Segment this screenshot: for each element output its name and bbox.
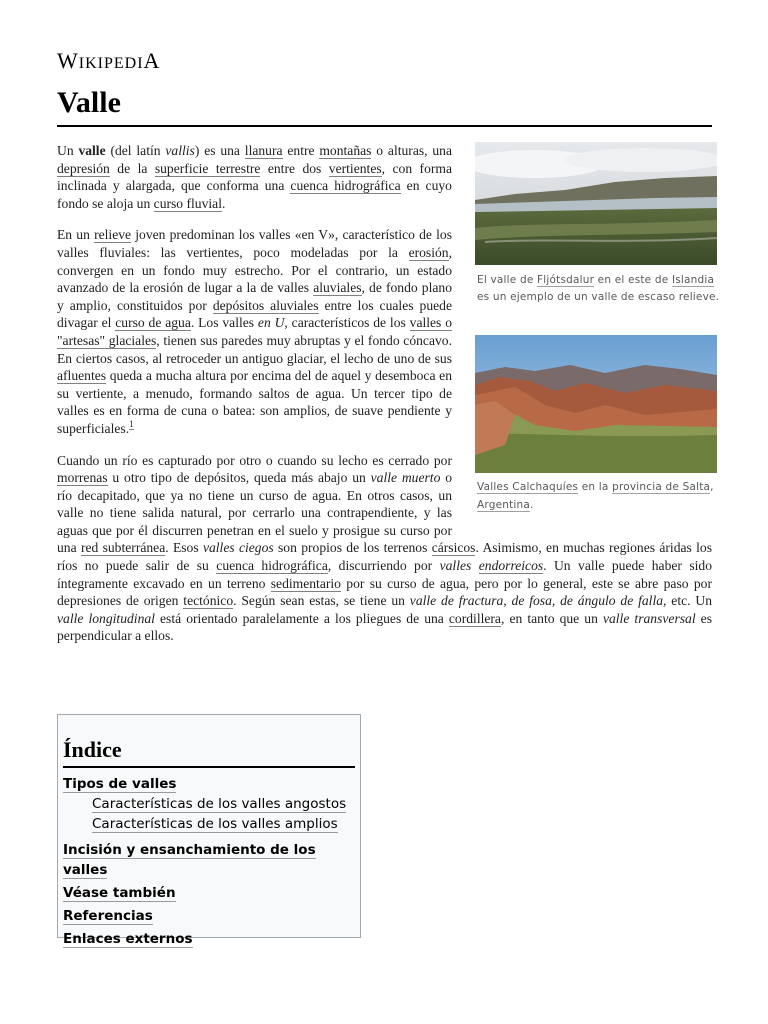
page-title: Valle <box>57 86 121 119</box>
text: es perpendicular a ellos. <box>57 610 712 644</box>
link-carsicos[interactable]: cársicos <box>431 540 476 556</box>
italic-term: valle de fractura, de fosa, de ángulo de falla <box>409 593 664 609</box>
text: , de fondo plano y amplio, constituidos por <box>57 280 452 313</box>
figure-caption <box>477 479 722 514</box>
toc-item-label: Características de los valles amplios <box>92 816 338 832</box>
logo-letters: IKIPEDI <box>78 55 144 72</box>
link-valles-glaciales[interactable]: valles o "artesas" glaciales <box>57 315 452 348</box>
link-islandia[interactable]: Islandia <box>671 273 715 286</box>
reference-link[interactable]: 1 <box>129 419 134 430</box>
text: , etc. Un <box>663 593 712 609</box>
link-aluviales[interactable]: aluviales <box>313 280 362 296</box>
link-morrenas[interactable]: morrenas <box>57 470 108 486</box>
text: entre los cuales puede divagar el <box>57 297 452 331</box>
caption-text: en el este de <box>594 273 672 286</box>
link-provincia-salta[interactable]: provincia de Salta <box>612 481 711 494</box>
toc-item-label: Incisión y ensanchamiento de los valles <box>63 842 316 878</box>
text: . Un valle puede haber sido íntegramente excavado en un terreno <box>57 558 713 591</box>
caption-text: . <box>530 498 534 511</box>
toc-item-angostos[interactable] <box>63 794 355 814</box>
mountain-valley-photo[interactable] <box>475 335 717 473</box>
link-erosion[interactable]: erosión <box>408 244 449 260</box>
italic-term <box>440 558 544 574</box>
link-relieve[interactable]: relieve <box>94 227 132 243</box>
text: . Según sean estas, se tiene un <box>233 593 410 609</box>
toc-item-label: Tipos de valles <box>63 776 177 792</box>
valley-landscape-photo[interactable] <box>475 142 717 265</box>
text: en cuyo fondo se aloja un <box>57 178 452 211</box>
text: o río decapitado, que ya no tiene un curso de agua. En otros casos, un valle no tiene salida natural, por cerrarlo una contrapendiente, y las aguas que por él discurren penetran en el suelo y prosigue su curso por una <box>57 470 453 556</box>
link-montanas[interactable]: montañas <box>319 143 372 158</box>
text: , con forma inclinada y alargada, que conforma una <box>57 160 453 194</box>
text: de la <box>109 160 155 176</box>
link-depresion[interactable]: depresión <box>57 160 110 176</box>
bold-term: valle <box>78 143 106 158</box>
figure-fljotsdalur <box>466 142 722 307</box>
link-llanura[interactable]: llanura <box>244 143 283 158</box>
text: son propios de los terrenos <box>273 540 432 556</box>
link-cuenca-hidrografica[interactable]: cuenca hidrográfica <box>290 178 401 194</box>
link-vertientes[interactable]: vertientes <box>328 160 382 176</box>
text: . Esos <box>165 540 203 556</box>
text: entre dos <box>260 160 329 176</box>
italic-term: valle transversal <box>602 610 696 626</box>
figure-caption <box>477 272 722 307</box>
toc-item-enlaces[interactable] <box>63 929 355 949</box>
logo-letter: A <box>143 48 161 73</box>
text: por su curso de agua, pero por lo general, este se abre paso por depresiones de origen <box>57 575 712 609</box>
link-cordillera[interactable]: cordillera <box>448 610 501 626</box>
link-valles-calchaquies[interactable]: Valles Calchaquíes <box>477 481 579 494</box>
toc-item-label: Véase también <box>63 885 176 901</box>
caption-text: es un ejemplo de un valle de escaso relieve. <box>477 291 720 304</box>
link-tectonico[interactable]: tectónico <box>183 593 234 609</box>
link-endorreicos[interactable]: endorreicos <box>478 558 544 574</box>
text: , convergen en un fondo muy estrecho. Por el contrario, un estado avanzado de la erosión de lugar a la de valles <box>57 244 452 296</box>
figure-calchaquies <box>466 335 722 515</box>
link-curso-de-agua[interactable]: curso de agua <box>115 315 191 331</box>
italic-term: valle longitudinal <box>57 610 155 626</box>
logo-letter: W <box>57 48 79 73</box>
text: . Asimismo, en muchas regiones áridas los ríos no puede salir de su <box>57 540 712 574</box>
toc-item-tipos[interactable] <box>63 774 355 794</box>
toc-item-referencias[interactable] <box>63 906 355 926</box>
toc-item-incision[interactable] <box>63 840 355 880</box>
text: , tienen sus paredes muy abruptas y el fondo cóncavo. En ciertos casos, al retroceder un antiguo glaciar, el lecho de uno de sus <box>57 332 452 366</box>
text: , discurriendo por <box>327 558 440 574</box>
link-depositos-aluviales[interactable]: depósitos aluviales <box>212 297 319 313</box>
text: ) es una <box>194 143 245 158</box>
table-of-contents <box>57 714 361 947</box>
text: joven predominan los valles «en V», característico de los valles fluviales: las vertientes, poco modeladas por la <box>57 227 452 260</box>
text: . <box>221 195 226 211</box>
text: está orientado paralelamente a los pliegues de una <box>154 610 449 626</box>
article-body <box>57 142 720 659</box>
text: o alturas, una <box>371 143 452 158</box>
link-curso-fluvial[interactable]: curso fluvial <box>153 195 222 211</box>
italic-term: valles ciegos <box>202 540 274 556</box>
text: , en tanto que un <box>500 610 603 626</box>
italic-term: valle muerto <box>370 470 441 486</box>
text: , característicos de los <box>284 315 410 331</box>
text: Cuando un río es capturado por otro o cuando su lecho es cerrado por <box>57 452 452 468</box>
link-argentina[interactable]: Argentina <box>477 498 531 511</box>
toc-item-vease[interactable] <box>63 883 355 903</box>
toc-item-label: Referencias <box>63 908 153 924</box>
link-superficie-terrestre[interactable]: superficie terrestre <box>154 160 261 176</box>
link-sedimentario[interactable]: sedimentario <box>270 575 341 591</box>
toc-item-amplios[interactable] <box>63 814 355 834</box>
italic-term: en U <box>257 315 285 331</box>
toc-title: Índice <box>63 737 355 768</box>
caption-text: El valle de <box>477 273 538 286</box>
text: queda a mucha altura por encima del de aquel y desemboca en su vertiente, a menudo, formando saltos de agua. Un tercer tipo de valles es en forma de cuna o batea: son amplios, de suave pendiente y superficiales. <box>57 368 452 436</box>
toc-item-label: Enlaces externos <box>63 931 193 947</box>
wikipedia-logo[interactable] <box>57 48 160 74</box>
link-fljotsdalur[interactable]: Fljótsdalur <box>537 273 595 286</box>
text: En un <box>57 227 95 243</box>
toc-item-label: Características de los valles angostos <box>92 796 347 812</box>
text: entre <box>282 143 320 158</box>
caption-text: en la <box>578 481 613 494</box>
title-divider <box>57 125 712 127</box>
link-cuenca-hidrografica-2[interactable]: cuenca hidrográfica <box>216 558 328 574</box>
text: valles <box>439 558 479 574</box>
text: . Los valles <box>190 315 258 331</box>
text: Un <box>57 143 79 158</box>
figure-column <box>466 142 722 528</box>
caption-text: , <box>710 481 714 494</box>
text: u otro tipo de depósitos, queda más abajo un <box>107 470 371 486</box>
italic-term: vallis <box>165 143 195 158</box>
link-red-subterranea[interactable]: red subterránea <box>80 540 166 556</box>
text: (del latín <box>105 143 166 158</box>
link-afluentes[interactable]: afluentes <box>57 368 107 384</box>
